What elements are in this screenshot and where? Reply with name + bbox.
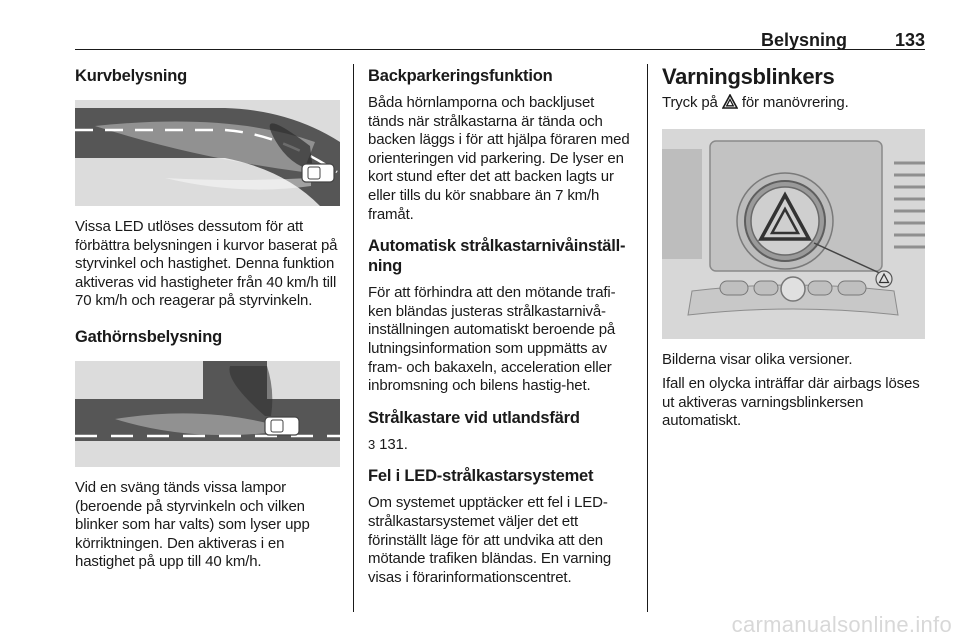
column-3: [662, 64, 927, 431]
paragraph-led-fault: Om systemet upptäcker ett fel i LED-strålkastarsystemet väljer det ett förinställt läge för att undvika att den mötande trafiken bländas. En varning visas i förarinformationscentret.: [368, 494, 612, 586]
heading-hazard-warning: Varningsblinkers: [662, 64, 835, 89]
curve-lighting-illustration: [75, 100, 340, 206]
hazard-button-illustration: [662, 129, 925, 339]
press-text-after: för manövrering.: [741, 94, 849, 111]
heading-led-fault: Fel i LED-strålkastarsystemet: [368, 467, 594, 486]
corner-lighting-illustration: [75, 361, 340, 467]
paragraph-versions: Bilderna visar olika versioner.: [662, 350, 853, 368]
column-divider: [647, 64, 648, 612]
page-reference[interactable]: [368, 436, 633, 455]
paragraph-press-instruction: [662, 94, 927, 115]
section-title: Belysning: [760, 30, 847, 50]
hazard-triangle-icon: [722, 94, 738, 115]
page-reference-arrow-icon: 3: [368, 436, 376, 452]
column-2: [368, 64, 633, 587]
paragraph-backup-function: Båda hörnlamporna och backljuset tänds när strålkastarna är tända och backen läggs i för att hjälpa föraren med orienteringen vid parkering. De lyser en kort stund efter det att backen lagts ur eller tills du kör snabbare än 7 km/h framåt.: [368, 94, 630, 223]
paragraph-airbag: Ifall en olycka inträffar där airbags löses ut aktiveras varningsblinkersen automatiskt.: [662, 375, 920, 430]
heading-driving-abroad: Strålkastare vid utlandsfärd: [368, 408, 580, 427]
page-number: 133: [894, 30, 925, 50]
column-divider: [353, 64, 354, 612]
page-header: [75, 28, 925, 50]
heading-corner-lighting: Gathörnsbelysning: [75, 327, 222, 346]
heading-automatic-leveling: Automatisk strålkastarnivåinställ-ning: [368, 237, 626, 276]
paragraph-automatic-leveling: För att förhindra att den mötande trafi-ken bländas justeras strålkastarnivå-inställningen automatiskt beroende på lutningsinformation som uppmätts av fram- och bakaxeln, acceleration eller inbromsning och bilens hastig-het.: [368, 284, 616, 395]
paragraph-curve-lighting: Vissa LED utlöses dessutom för att förbättra belysningen i kurvor baserat på styrvinkel och hastighet. Denna funktion aktiveras vid hastigheter från 40 km/h till 70 km/h och reagerar på styrvinkeln.: [75, 218, 338, 310]
press-text-before: Tryck på: [662, 94, 718, 111]
page-reference-number: 131.: [379, 435, 408, 453]
heading-curve-lighting: Kurvbelysning: [75, 67, 188, 85]
watermark: carmanualsonline.info: [731, 612, 952, 637]
paragraph-corner-lighting: Vid en sväng tänds vissa lampor (beroende på styrvinkeln och vilken blinker som har valts) som lyser upp körriktningen. Den aktiveras i en hastighet på upp till 40 km/h.: [75, 478, 310, 571]
column-1: [75, 64, 340, 572]
heading-backup-function: Backparkeringsfunktion: [368, 67, 553, 85]
